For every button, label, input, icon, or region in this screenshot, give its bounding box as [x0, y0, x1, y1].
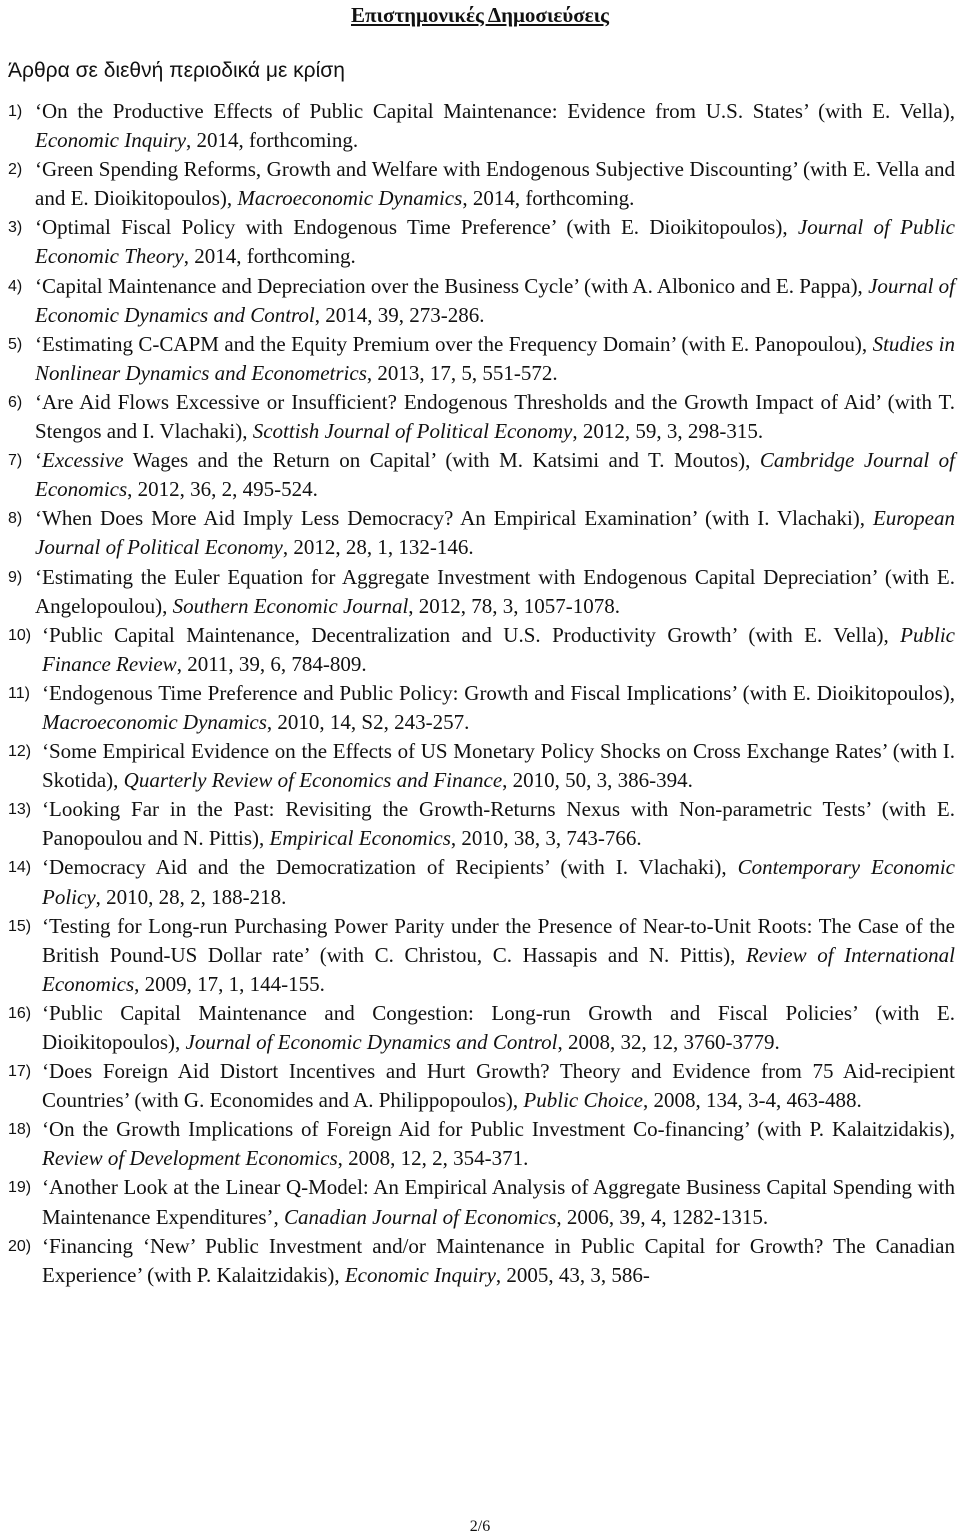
publication-number: 15) [8, 917, 32, 935]
publication-text: ‘Another Look at the Linear Q-Model: An Empirical Analysis of Aggregate Business Capital Spending with Maintenance Expenditures’, [42, 1175, 955, 1229]
publication-details: , 2012, 78, 3, 1057-1078. [408, 593, 621, 618]
publication-text: ‘Public Capital Maintenance, Decentralization and U.S. Productivity Growth’ (with E. Vella), [42, 622, 901, 647]
publication-number: 6) [8, 393, 23, 411]
publication-journal: Studies in Nonlinear Dynamics and Econometrics [35, 331, 956, 385]
publication-number: 9) [8, 568, 23, 586]
publication-list [0, 97, 960, 1290]
publication-item [0, 446, 960, 504]
publication-item [0, 795, 960, 853]
publication-details: , 2014, 39, 273-286. [314, 302, 485, 327]
publication-item [0, 621, 960, 679]
publication-text: ‘Public Capital Maintenance and Congestion: Long-run Growth and Fiscal Policies’ (with E. Dioikitopoulos), [42, 1000, 955, 1054]
publication-journal: European Journal of Political Economy [35, 506, 955, 560]
publication-item [0, 97, 960, 155]
publication-journal: Canadian Journal of Economics [284, 1204, 557, 1229]
publication-journal: Journal of Public Economic Theory [35, 215, 955, 269]
publication-text: ‘Democracy Aid and the Democratization of Recipients’ (with I. Vlachaki), [42, 855, 738, 880]
publication-number: 3) [8, 219, 23, 237]
publication-details: , 2011, 39, 6, 784-809. [176, 651, 367, 676]
publication-details: , 2014, forthcoming. [186, 128, 359, 153]
publication-number: 19) [8, 1179, 32, 1197]
publication-number: 12) [8, 743, 32, 761]
publication-details: , 2010, 50, 3, 386-394. [502, 768, 693, 793]
publication-text: ‘Capital Maintenance and Depreciation over the Business Cycle’ (with A. Albonico and E. Pappa), [35, 273, 869, 298]
publication-details: , 2014, forthcoming. [183, 244, 356, 269]
publication-number: 2) [8, 161, 23, 179]
publication-item [0, 1057, 960, 1115]
publication-details: , 2008, 32, 12, 3760-3779. [557, 1030, 780, 1054]
publication-text-continued: Wages and the Return on Capital’ (with M. Katsimi and T. Moutos), [123, 448, 760, 473]
publication-journal: Southern Economic Journal [172, 593, 409, 618]
publication-journal: Contemporary Economic Policy [42, 855, 955, 909]
publication-number: 8) [8, 510, 23, 528]
publication-item [0, 272, 960, 330]
publication-journal: Macroeconomic Dynamics [42, 709, 267, 734]
publication-item [0, 679, 960, 737]
publication-text: ‘Green Spending Reforms, Growth and Welfare with Endogenous Subjective Discounting’ (with E. Vella and and E. Dioikitopoulos), [35, 157, 955, 211]
publication-journal: Quarterly Review of Economics and Finance [123, 768, 503, 793]
publication-details: , 2014, forthcoming. [462, 186, 635, 211]
publication-details: , 2013, 17, 5, 551-572. [366, 360, 558, 385]
publication-text: ‘Estimating C-CAPM and the Equity Premium over the Frequency Domain’ (with E. Panopoulou), [35, 331, 873, 356]
page-title: Επιστημονικές Δημοσιεύσεις [351, 3, 609, 27]
publication-journal: Economic Inquiry [35, 128, 187, 153]
publication-item [0, 504, 960, 562]
publication-journal: Public Finance Review [42, 622, 955, 676]
publication-journal: Journal of Economic Dynamics and Control [35, 273, 955, 327]
publication-number: 1) [8, 103, 23, 120]
publication-item [0, 999, 960, 1057]
publication-item [0, 737, 960, 795]
publication-details: , 2010, 28, 2, 188-218. [95, 884, 287, 909]
page-number: 2/6 [469, 1518, 491, 1535]
publication-details: , 2005, 43, 3, 586- [495, 1262, 650, 1287]
publication-text: ‘Testing for Long-run Purchasing Power Parity under the Presence of Near-to-Unit Roots: The Case of the British Pound-US Dollar rate’ (with C. Christou, C. Hassapis and N. Pittis), [42, 913, 955, 967]
publication-number: 13) [8, 801, 32, 819]
publication-journal: Macroeconomic Dynamics [237, 186, 463, 211]
publication-number: 7) [8, 452, 23, 470]
publication-item [0, 1115, 960, 1173]
publication-details: , 2008, 12, 2, 354-371. [337, 1146, 529, 1171]
publication-text: ‘Financing ‘New’ Public Investment and/or Maintenance in Public Capital for Growth? The Canadian Experience’ (with P. Kalaitzidakis), [42, 1233, 955, 1287]
publication-item [0, 155, 960, 213]
publication-journal: Review of International Economics [42, 942, 955, 996]
publication-text: ‘Endogenous Time Preference and Public Policy: Growth and Fiscal Implications’ (with E. Dioikitopoulos), [42, 680, 955, 705]
publication-number: 20) [8, 1237, 32, 1255]
publication-item [0, 1173, 960, 1231]
publication-number: 14) [8, 859, 32, 877]
publication-text: ‘On the Productive Effects of Public Capital Maintenance: Evidence from U.S. States’ (with E. Vella), [35, 99, 955, 123]
publication-number: 5) [8, 335, 23, 353]
publication-journal: Empirical Economics [269, 826, 451, 851]
section-subtitle: Άρθρα σε διεθνή περιοδικά με κρίση [8, 59, 345, 82]
publication-details: , 2010, 38, 3, 743-766. [450, 826, 642, 851]
publication-item [0, 912, 960, 999]
publication-journal: Scottish Journal of Political Economy [252, 419, 573, 444]
publication-details: , 2012, 59, 3, 298-315. [572, 419, 764, 444]
publication-details: , 2009, 17, 1, 144-155. [134, 971, 325, 996]
publication-text: ‘Looking Far in the Past: Revisiting the Growth-Returns Nexus with Non-parametric Tests’ (with E. Panopoulou and N. Pittis), [42, 797, 955, 851]
publication-number: 16) [8, 1004, 32, 1022]
publication-text: ‘Optimal Fiscal Policy with Endogenous Time Preference’ (with E. Dioikitopoulos), [35, 215, 798, 240]
publication-item [0, 1232, 960, 1290]
publication-number: 4) [8, 277, 23, 295]
publication-text: ‘ [35, 448, 42, 473]
publication-number: 11) [8, 684, 30, 702]
publication-journal: Economic Inquiry [344, 1262, 496, 1287]
publication-number: 17) [8, 1063, 32, 1081]
publication-details: , 2012, 28, 1, 132-146. [282, 535, 474, 560]
publication-journal: Journal of Economic Dynamics and Control [185, 1030, 558, 1054]
publication-details: , 2006, 39, 4, 1282-1315. [556, 1204, 769, 1229]
publication-text: ‘Does Foreign Aid Distort Incentives and Hurt Growth? Theory and Evidence from 75 Aid-recipient Countries’ (with G. Economides and A. Philippopoulos), [42, 1059, 955, 1113]
publication-journal: Review of Development Economics [42, 1146, 338, 1171]
publication-text: ‘When Does More Aid Imply Less Democracy? An Empirical Examination’ (with I. Vlachaki), [35, 506, 873, 531]
publication-details: , 2010, 14, S2, 243-257. [266, 709, 470, 734]
publication-item [0, 563, 960, 621]
publication-details: , 2008, 134, 3-4, 463-488. [642, 1088, 862, 1113]
publication-text: ‘Some Empirical Evidence on the Effects of US Monetary Policy Shocks on Cross Exchange Rates’ (with I. Skotida), [42, 739, 955, 793]
publication-details: , 2012, 36, 2, 495-524. [127, 477, 318, 502]
publication-title-italic: Excessive [42, 448, 124, 473]
publication-item [0, 388, 960, 446]
publication-journal: Public Choice [523, 1088, 643, 1113]
publication-text: ‘Estimating the Euler Equation for Aggregate Investment with Endogenous Capital Depreciation’ (with E. Angelopoulou), [35, 564, 955, 618]
publication-journal: Cambridge Journal of Economics [35, 448, 955, 502]
publication-number: 18) [8, 1121, 32, 1139]
publication-item [0, 853, 960, 911]
publication-item [0, 330, 960, 388]
publication-text: ‘On the Growth Implications of Foreign Aid for Public Investment Co-financing’ (with P. Kalaitzidakis), [42, 1117, 955, 1142]
publication-item [0, 213, 960, 271]
publication-text: ‘Are Aid Flows Excessive or Insufficient? Endogenous Thresholds and the Growth Impact of Aid’ (with T. Stengos and I. Vlachaki), [35, 389, 955, 444]
publication-number: 10) [8, 626, 32, 644]
